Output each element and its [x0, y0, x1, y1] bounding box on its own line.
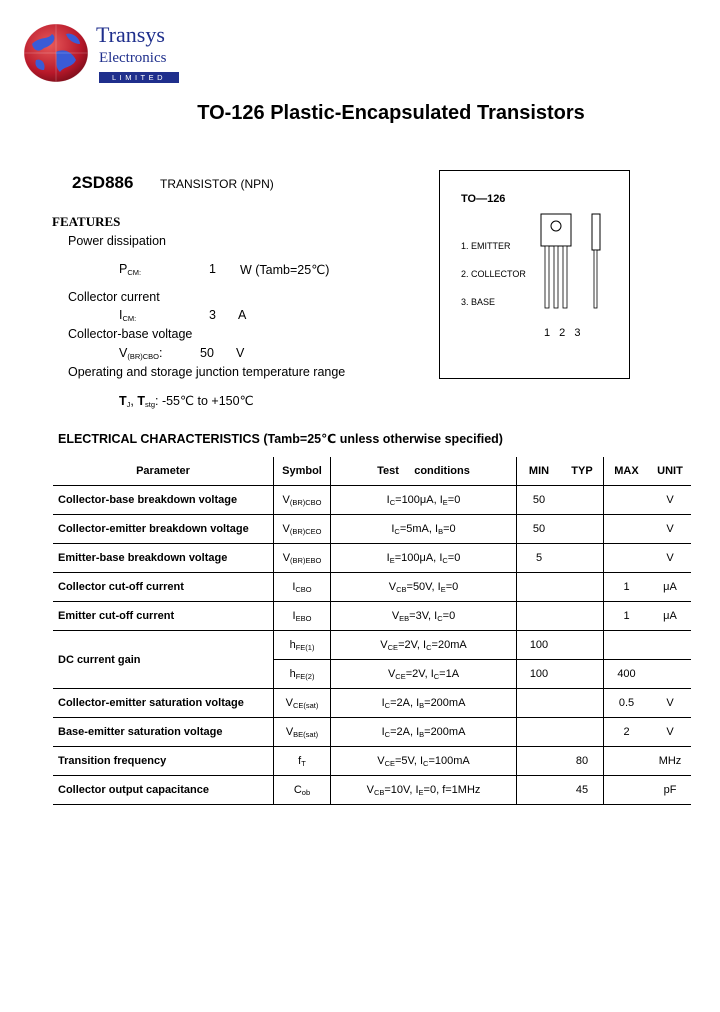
row-symbol: $V_{(BR)CBO}$ — [274, 486, 331, 515]
pin-label-emitter: 1. EMITTER — [461, 241, 511, 251]
part-description: TRANSISTOR (NPN) — [160, 177, 274, 191]
row-symbol: $V_{(BR)EBO}$ — [274, 544, 331, 573]
table-row — [53, 776, 691, 805]
header-parameter: Parameter — [136, 465, 190, 477]
row-max — [604, 776, 650, 805]
row-min — [517, 602, 562, 631]
part-number: 2SD886 — [72, 173, 134, 192]
row-typ — [561, 573, 604, 602]
electrical-characteristics-heading: ELECTRICAL CHARACTERISTICS (Tamb=25℃ unless otherwise specified) — [58, 432, 503, 446]
header-unit: UNIT — [657, 465, 683, 477]
features-heading: FEATURES — [52, 214, 121, 229]
row-min: 100 — [517, 631, 562, 660]
pcm-value: 1 — [209, 262, 216, 276]
row-unit — [649, 660, 691, 689]
row-parameter: Collector-base breakdown voltage — [58, 494, 238, 506]
collector-current-label: Collector current — [68, 290, 160, 304]
to126-package-drawing — [535, 210, 605, 315]
row-typ — [561, 544, 604, 573]
row-typ — [561, 718, 604, 747]
row-parameter: Collector-emitter saturation voltage — [58, 697, 244, 709]
row-min: 100 — [529, 668, 549, 680]
row-symbol: $I_{EBO}$ — [274, 602, 331, 631]
row-unit: μA — [663, 581, 677, 593]
header-symbol: Symbol — [274, 457, 331, 486]
row-test-conditions: $I_C=100\mu A$, $I_E=0$ — [331, 486, 517, 515]
row-test-conditions: $V_{CE}=2V$, $I_C=20mA$ — [331, 631, 517, 660]
row-min — [517, 689, 562, 718]
row-typ — [561, 515, 604, 544]
row-symbol: $V_{CE(sat)}$ — [274, 689, 331, 718]
page-title: TO-126 Plastic-Encapsulated Transistors — [197, 102, 585, 124]
table-row — [53, 718, 691, 747]
row-max — [604, 747, 650, 776]
header-test-conditions: Test conditions — [331, 457, 517, 486]
table-row — [53, 486, 691, 515]
cb-voltage-label: Collector-base voltage — [68, 327, 193, 341]
tj-tstg-value: $T_J$, $T_{stg}$: -55℃ to +150℃ — [119, 394, 254, 409]
row-parameter: Transition frequency — [58, 755, 167, 767]
pin-label-base: 3. BASE — [461, 297, 496, 307]
row-unit: V — [666, 523, 674, 535]
row-min — [517, 573, 562, 602]
brand-subtitle: Electronics — [99, 50, 167, 66]
table-row — [53, 689, 691, 718]
row-parameter: Collector output capacitance — [58, 784, 209, 796]
electrical-characteristics-table — [53, 457, 691, 805]
row-typ — [561, 689, 604, 718]
row-parameter: Base-emitter saturation voltage — [58, 726, 223, 738]
table-row — [53, 544, 691, 573]
row-test-conditions: $V_{CB}=10V$, $I_E=0$, f=1MHz — [331, 776, 517, 805]
pcm-symbol: $P_{CM:}$ — [119, 262, 142, 277]
row-unit: pF — [663, 784, 677, 796]
row-symbol: $h_{FE(1)}$ — [274, 631, 331, 660]
row-min — [517, 718, 562, 747]
row-typ: 45 — [561, 776, 604, 805]
pin-numbers: 1 2 3 — [544, 327, 584, 339]
row-max — [604, 515, 650, 544]
table-row — [53, 515, 691, 544]
row-max: 1 — [623, 581, 630, 593]
vbr-unit: V — [236, 346, 245, 360]
row-unit: V — [666, 552, 674, 564]
table-header-row — [53, 457, 691, 486]
row-min: 50 — [532, 494, 546, 506]
table-row — [53, 602, 691, 631]
icm-unit: A — [238, 308, 247, 322]
icm-value: 3 — [209, 308, 216, 322]
row-max — [604, 631, 650, 660]
temp-range-label: Operating and storage junction temperature range — [68, 365, 346, 379]
row-symbol: $V_{(BR)CEO}$ — [274, 515, 331, 544]
row-min: 50 — [532, 523, 546, 535]
header-typ: TYP — [561, 457, 604, 486]
row-symbol: $I_{CBO}$ — [274, 573, 331, 602]
row-symbol: $C_{ob}$ — [274, 776, 331, 805]
brand-name: Transys — [96, 22, 165, 47]
pin-label-collector: 2. COLLECTOR — [461, 269, 526, 279]
table-row — [53, 573, 691, 602]
globe-logo-icon — [22, 22, 90, 84]
pcm-unit: W (Tamb=25℃) — [240, 263, 330, 277]
header-min: MIN — [528, 465, 550, 477]
row-test-conditions: $I_C=2A$, $I_B=200mA$ — [331, 689, 517, 718]
row-symbol: $h_{FE(2)}$ — [274, 660, 331, 689]
package-name: TO—126 — [461, 193, 506, 205]
brand-limited-bar: LIMITED — [99, 72, 179, 83]
row-max — [604, 486, 650, 515]
row-min: 5 — [535, 552, 543, 564]
table-row — [53, 747, 691, 776]
row-test-conditions: $V_{EB}=3V$, $I_C=0$ — [331, 602, 517, 631]
row-unit: MHz — [658, 755, 682, 767]
row-unit — [649, 631, 691, 660]
row-parameter: DC current gain — [58, 653, 141, 666]
row-max: 2 — [623, 726, 630, 738]
row-typ — [561, 486, 604, 515]
vbr-value: 50 — [200, 346, 214, 360]
row-min — [517, 747, 562, 776]
row-unit: V — [666, 726, 674, 738]
row-typ: 80 — [561, 747, 604, 776]
row-test-conditions: $V_{CE}=5V$, $I_C=100mA$ — [331, 747, 517, 776]
row-symbol: $V_{BE(sat)}$ — [274, 718, 331, 747]
icm-symbol: $I_{CM:}$ — [119, 308, 137, 323]
row-test-conditions: $I_E=100\mu A$, $I_C=0$ — [331, 544, 517, 573]
row-unit: V — [666, 494, 674, 506]
row-max: 400 — [617, 668, 636, 680]
row-max: 1 — [623, 610, 630, 622]
row-min — [517, 776, 562, 805]
row-parameter: Emitter-base breakdown voltage — [58, 552, 228, 564]
row-unit: μA — [663, 610, 677, 622]
row-symbol: $f_T$ — [274, 747, 331, 776]
row-parameter: Collector cut-off current — [58, 581, 184, 593]
header-max: MAX — [614, 465, 639, 477]
row-typ — [561, 602, 604, 631]
row-typ — [561, 631, 604, 660]
power-dissipation-label: Power dissipation — [68, 234, 166, 248]
row-test-conditions: $I_C=5mA$, $I_B=0$ — [331, 515, 517, 544]
vbr-symbol: $V_{(BR)CBO}$: — [119, 346, 163, 361]
row-test-conditions: $I_C=2A$, $I_B=200mA$ — [331, 718, 517, 747]
row-unit: V — [666, 697, 674, 709]
row-max: 0.5 — [618, 697, 635, 709]
row-parameter: Collector-emitter breakdown voltage — [58, 523, 249, 535]
row-max — [604, 544, 650, 573]
row-test-conditions: $V_{CB}=50V$, $I_E=0$ — [331, 573, 517, 602]
row-parameter: Emitter cut-off current — [58, 610, 175, 622]
row-test-conditions: $V_{CE}=2V$, $I_C=1A$ — [331, 660, 517, 689]
row-typ — [561, 660, 604, 689]
table-row — [53, 631, 691, 660]
